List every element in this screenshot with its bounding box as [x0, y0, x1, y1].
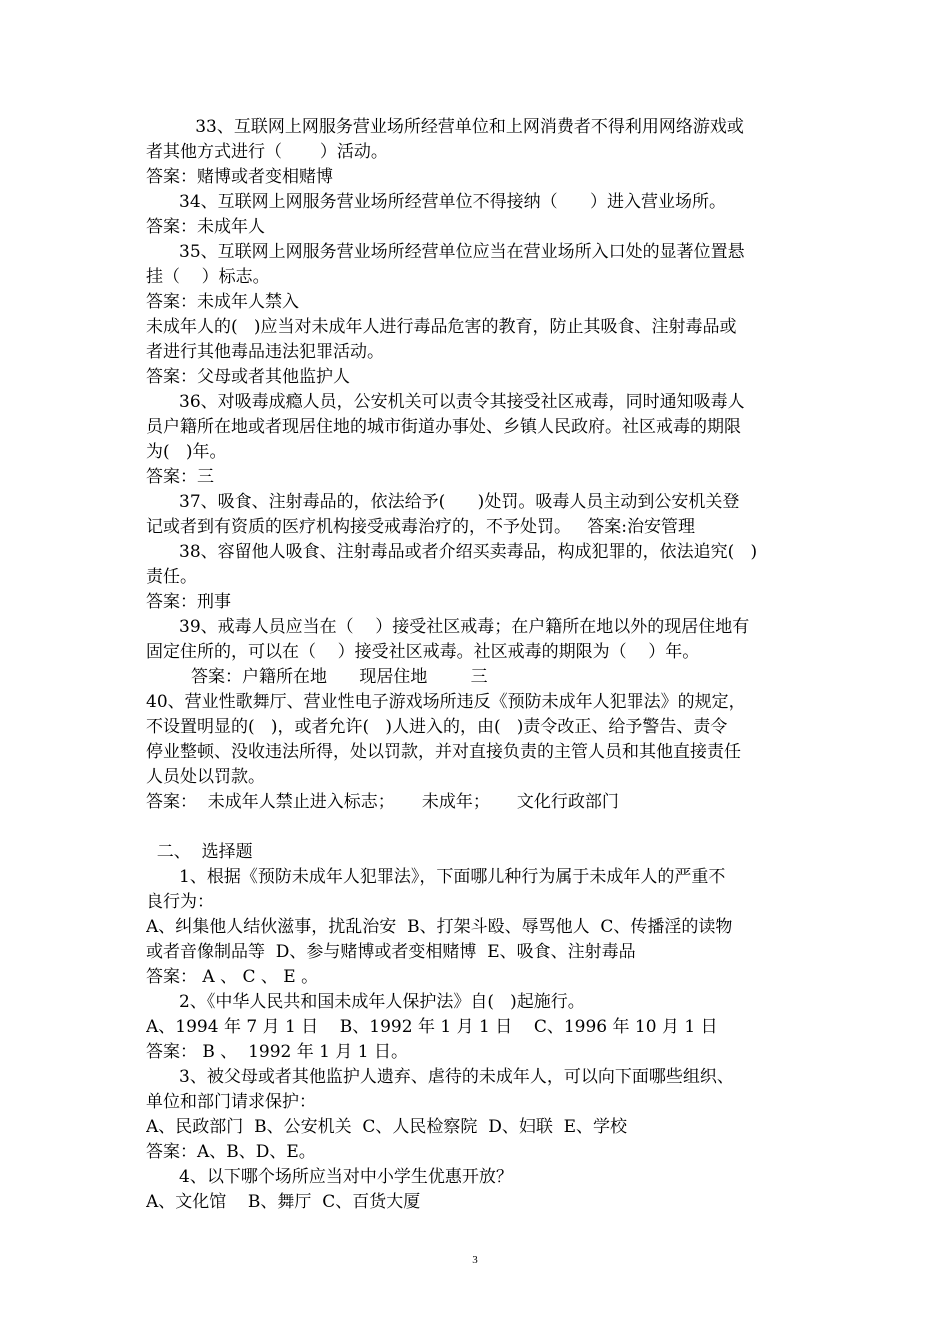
text-line: 36、对吸毒成瘾人员，公安机关可以责令其接受社区戒毒，同时通知吸毒人 — [179, 392, 745, 412]
text-line: 答案：户籍所在地 现居住地 三 — [191, 667, 488, 687]
text-line: 答案： 未成年人禁止进入标志； 未成年； 文化行政部门 — [146, 792, 619, 812]
text-line: 33、互联网上网服务营业场所经营单位和上网消费者不得利用网络游戏或 — [179, 117, 744, 137]
text-line: 固定住所的，可以在（ ）接受社区戒毒。社区戒毒的期限为（ ）年。 — [146, 642, 700, 662]
text-line: 者进行其他毒品违法犯罪活动。 — [146, 342, 384, 362]
text-line: 答案：未成年人 — [146, 217, 265, 237]
text-line: 责任。 — [146, 567, 197, 587]
text-line: 37、吸食、注射毒品的，依法给予( )处罚。吸毒人员主动到公安机关登 — [179, 492, 740, 512]
text-line: 答案：未成年人禁入 — [146, 292, 299, 312]
text-line: 38、容留他人吸食、注射毒品或者介绍买卖毒品，构成犯罪的，依法追究( ) — [179, 542, 758, 562]
text-line: 40、营业性歌舞厅、营业性电子游戏场所违反《预防未成年人犯罪法》的规定， — [146, 692, 746, 712]
text-line: 39、戒毒人员应当在（ ）接受社区戒毒；在户籍所在地以外的现居住地有 — [179, 617, 750, 637]
text-line: 答案： A 、 C 、 E 。 — [146, 967, 319, 987]
text-line: A、民政部门 B、公安机关 C、人民检察院 D、妇联 E、学校 — [146, 1117, 628, 1137]
text-line: A、文化馆 B、舞厅 C、百货大厦 — [146, 1192, 421, 1212]
text-line: A、1994 年 7 月 1 日 B、1992 年 1 月 1 日 C、1996 年 10 月 1 日 — [146, 1017, 718, 1037]
text-line: 不设置明显的( )，或者允许( )人进入的，由( )责令改正、给予警告、责令 — [146, 717, 728, 737]
document-body — [146, 115, 816, 1215]
text-line: 3、被父母或者其他监护人遗弃、虐待的未成年人，可以向下面哪些组织、 — [179, 1067, 734, 1087]
text-line: 单位和部门请求保护： — [146, 1092, 316, 1112]
text-line: 二、 选择题 — [146, 842, 253, 862]
text-line: 答案： B 、 1992 年 1 月 1 日。 — [146, 1042, 409, 1062]
blank-line — [146, 815, 816, 840]
text-line: 或者音像制品等 D、参与赌博或者变相赌博 E、吸食、注射毒品 — [146, 942, 636, 962]
text-line: 未成年人的( )应当对未成年人进行毒品危害的教育，防止其吸食、注射毒品或 — [146, 317, 737, 337]
text-line: 停业整顿、没收违法所得，处以罚款，并对直接负责的主管人员和其他直接责任 — [146, 742, 741, 762]
text-line: 答案：刑事 — [146, 592, 231, 612]
text-line: 员户籍所在地或者现居住地的城市街道办事处、乡镇人民政府。社区戒毒的期限 — [146, 417, 741, 437]
text-line: 答案：三 — [146, 467, 214, 487]
text-line: 35、互联网上网服务营业场所经营单位应当在营业场所入口处的显著位置悬 — [179, 242, 745, 262]
text-line: 答案：赌博或者变相赌博 — [146, 167, 333, 187]
text-line: 答案：父母或者其他监护人 — [146, 367, 350, 387]
text-line: A、纠集他人结伙滋事，扰乱治安 B、打架斗殴、辱骂他人 C、传播淫的读物 — [146, 917, 733, 937]
text-line: 者其他方式进行（ ）活动。 — [146, 142, 388, 162]
text-line: 2、《中华人民共和国未成年人保护法》自( )起施行。 — [179, 992, 585, 1012]
text-line: 4、以下哪个场所应当对中小学生优惠开放？ — [179, 1167, 513, 1187]
text-line: 答案：A、B、D、E。 — [146, 1142, 316, 1162]
text-line: 记或者到有资质的医疗机构接受戒毒治疗的，不予处罚。 答案:治安管理 — [146, 517, 695, 537]
text-line: 34、互联网上网服务营业场所经营单位不得接纳（ ）进入营业场所。 — [179, 192, 727, 212]
text-line: 1、根据《预防未成年人犯罪法》，下面哪儿种行为属于未成年人的严重不 — [179, 867, 726, 887]
text-line: 人员处以罚款。 — [146, 767, 265, 787]
text-line: 挂（ ）标志。 — [146, 267, 270, 287]
page-number: 3 — [472, 1254, 478, 1266]
text-line: 良行为： — [146, 892, 214, 912]
text-line: 为( )年。 — [146, 442, 227, 462]
